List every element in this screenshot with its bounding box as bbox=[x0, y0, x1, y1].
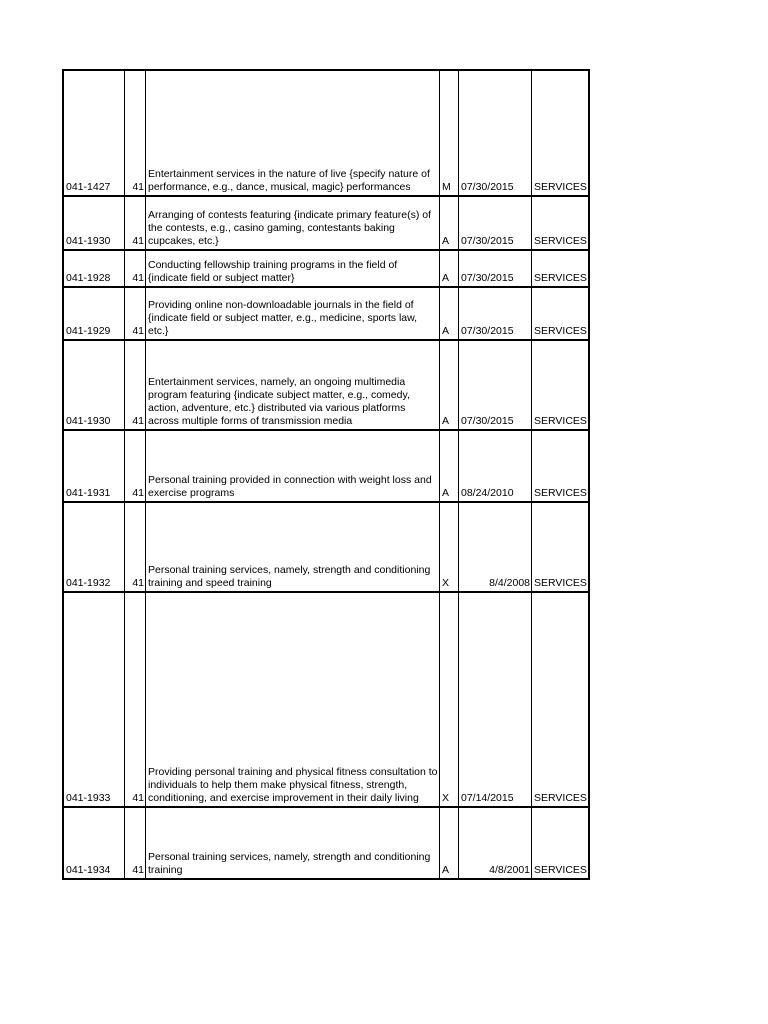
status-cell: A bbox=[440, 340, 459, 430]
table-row bbox=[63, 196, 589, 250]
class-cell: 41 bbox=[125, 502, 146, 592]
status-cell: X bbox=[440, 502, 459, 592]
table-row bbox=[63, 502, 589, 592]
class-cell: 41 bbox=[125, 196, 146, 250]
table-row bbox=[63, 70, 589, 196]
table-row bbox=[63, 592, 589, 807]
description-cell: Entertainment services in the nature of live {specify nature of performance, e.g., dance, musical, magic} performances bbox=[146, 70, 440, 196]
entry-id-cell: 041-1933 bbox=[63, 592, 125, 807]
entry-id-cell: 041-1931 bbox=[63, 430, 125, 502]
entry-id-cell: 041-1930 bbox=[63, 340, 125, 430]
status-cell: A bbox=[440, 807, 459, 879]
date-cell: 8/4/2008 bbox=[459, 502, 532, 592]
type-cell: SERVICES bbox=[532, 70, 590, 196]
description-cell: Conducting fellowship training programs in the field of {indicate field or subject matter} bbox=[146, 250, 440, 287]
type-cell: SERVICES bbox=[532, 502, 590, 592]
date-cell: 4/8/2001 bbox=[459, 807, 532, 879]
description-cell: Personal training services, namely, strength and conditioning training and speed training bbox=[146, 502, 440, 592]
class-cell: 41 bbox=[125, 340, 146, 430]
description-cell: Providing online non-downloadable journals in the field of {indicate field or subject matter, e.g., medicine, sports law, etc.} bbox=[146, 287, 440, 340]
status-cell: A bbox=[440, 430, 459, 502]
class-cell: 41 bbox=[125, 807, 146, 879]
table-row bbox=[63, 430, 589, 502]
entry-id-cell: 041-1929 bbox=[63, 287, 125, 340]
description-cell: Personal training provided in connection with weight loss and exercise programs bbox=[146, 430, 440, 502]
date-cell: 07/30/2015 bbox=[459, 250, 532, 287]
class-cell: 41 bbox=[125, 430, 146, 502]
entry-id-cell: 041-1930 bbox=[63, 196, 125, 250]
type-cell: SERVICES bbox=[532, 287, 590, 340]
date-cell: 07/30/2015 bbox=[459, 287, 532, 340]
date-cell: 07/30/2015 bbox=[459, 70, 532, 196]
id-manual-table bbox=[62, 69, 590, 880]
entry-id-cell: 041-1934 bbox=[63, 807, 125, 879]
status-cell: X bbox=[440, 592, 459, 807]
description-cell: Entertainment services, namely, an ongoing multimedia program featuring {indicate subject matter, e.g., comedy, action, adventure, etc.} distributed via various platforms across multiple forms of transmission media bbox=[146, 340, 440, 430]
description-cell: Arranging of contests featuring {indicate primary feature(s) of the contests, e.g., casino gaming, contestants baking cupcakes, etc.} bbox=[146, 196, 440, 250]
table-row bbox=[63, 340, 589, 430]
entry-id-cell: 041-1427 bbox=[63, 70, 125, 196]
type-cell: SERVICES bbox=[532, 430, 590, 502]
class-cell: 41 bbox=[125, 70, 146, 196]
description-cell: Personal training services, namely, strength and conditioning training bbox=[146, 807, 440, 879]
type-cell: SERVICES bbox=[532, 340, 590, 430]
status-cell: M bbox=[440, 70, 459, 196]
class-cell: 41 bbox=[125, 287, 146, 340]
type-cell: SERVICES bbox=[532, 196, 590, 250]
table-row bbox=[63, 250, 589, 287]
status-cell: A bbox=[440, 250, 459, 287]
description-cell: Providing personal training and physical fitness consultation to individuals to help them make physical fitness, strength, conditioning, and exercise improvement in their daily living bbox=[146, 592, 440, 807]
type-cell: SERVICES bbox=[532, 592, 590, 807]
status-cell: A bbox=[440, 287, 459, 340]
date-cell: 07/30/2015 bbox=[459, 340, 532, 430]
date-cell: 07/30/2015 bbox=[459, 196, 532, 250]
entry-id-cell: 041-1932 bbox=[63, 502, 125, 592]
table-row bbox=[63, 287, 589, 340]
class-cell: 41 bbox=[125, 250, 146, 287]
type-cell: SERVICES bbox=[532, 250, 590, 287]
status-cell: A bbox=[440, 196, 459, 250]
date-cell: 07/14/2015 bbox=[459, 592, 532, 807]
type-cell: SERVICES bbox=[532, 807, 590, 879]
class-cell: 41 bbox=[125, 592, 146, 807]
table-row bbox=[63, 807, 589, 879]
entry-id-cell: 041-1928 bbox=[63, 250, 125, 287]
date-cell: 08/24/2010 bbox=[459, 430, 532, 502]
